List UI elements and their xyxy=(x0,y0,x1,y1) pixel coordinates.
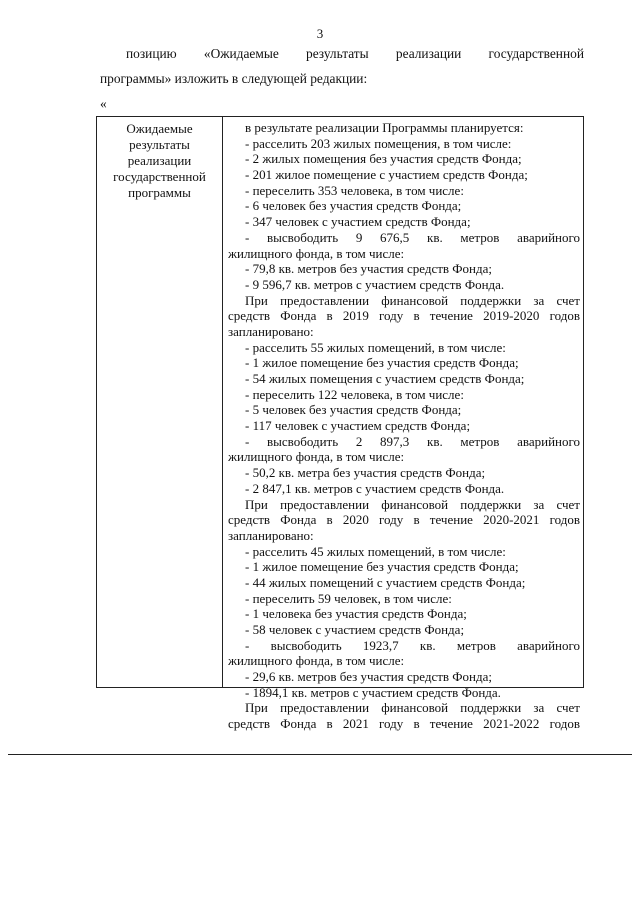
content-line: - расселить 203 жилых помещения, в том числе: xyxy=(245,135,512,151)
content-line: жилищного фонда, в том числе: xyxy=(228,449,405,465)
content-line: - 201 жилое помещение с участием средств Фонда; xyxy=(245,167,528,183)
content-line: - 1894,1 кв. метров с участием средств Фонда. xyxy=(245,684,501,700)
content-line: При предоставлении финансовой поддержки за счет xyxy=(245,292,580,308)
content-line: - 9 596,7 кв. метров с участием средств Фонда. xyxy=(245,276,505,292)
content-line: - переселить 59 человек, в том числе: xyxy=(245,590,452,606)
opening-quote: « xyxy=(100,96,107,111)
row-header-line: государственной xyxy=(113,169,206,184)
content-line: - высвободить 9 676,5 кв. метров аварийного xyxy=(245,229,580,245)
content-line: - расселить 55 жилых помещений, в том числе: xyxy=(245,339,506,355)
content-line: в результате реализации Программы планируется: xyxy=(245,120,524,135)
content-line: жилищного фонда, в том числе: xyxy=(228,245,405,261)
content-line: - 2 жилых помещения без участия средств Фонда; xyxy=(245,151,522,167)
content-line: - 50,2 кв. метра без участия средств Фонда; xyxy=(245,465,486,481)
intro-line-2: программы» изложить в следующей редакции: xyxy=(100,71,368,86)
content-line: - 29,6 кв. метров без участия средств Фонда; xyxy=(245,669,493,685)
content-line: - 2 847,1 кв. метров с участием средств Фонда. xyxy=(245,480,505,496)
content-line: запланировано: xyxy=(228,323,314,339)
row-header-line: результаты xyxy=(129,137,190,152)
content-line: - 79,8 кв. метров без участия средств Фонда; xyxy=(245,261,493,277)
content-line: - 347 человек с участием средств Фонда; xyxy=(245,214,471,230)
content-line: - расселить 45 жилых помещений, в том числе: xyxy=(245,543,506,559)
content-line: - 5 человек без участия средств Фонда; xyxy=(245,402,462,418)
page-number: 3 xyxy=(316,26,324,41)
row-content-cell xyxy=(228,120,580,732)
content-line: - высвободить 1923,7 кв. метров аварийного xyxy=(245,637,580,653)
content-line: средств Фонда в 2020 году в течение 2020-2021 годов xyxy=(228,512,580,528)
content-line: - 1 человека без участия средств Фонда; xyxy=(245,606,467,622)
content-line: При предоставлении финансовой поддержки за счет xyxy=(245,496,580,512)
content-line: - высвободить 2 897,3 кв. метров аварийного xyxy=(245,433,580,449)
content-line: - 54 жилых помещения с участием средств Фонда; xyxy=(245,371,525,386)
content-line: - 44 жилых помещений с участием средств Фонда; xyxy=(245,574,526,590)
row-header-cell xyxy=(97,121,222,201)
content-line: - 117 человек с участием средств Фонда; xyxy=(245,418,471,434)
program-table xyxy=(96,116,584,732)
content-line: средств Фонда в 2019 году в течение 2019-2020 годов xyxy=(228,308,580,324)
content-line: запланировано: xyxy=(228,527,314,543)
row-header-line: Ожидаемые xyxy=(126,121,193,136)
content-line: - 1 жилое помещение без участия средств Фонда; xyxy=(245,559,519,575)
content-line: - 58 человек с участием средств Фонда; xyxy=(245,622,465,637)
content-line: - 1 жилое помещение без участия средств Фонда; xyxy=(245,355,519,371)
column-divider xyxy=(222,117,223,687)
content-line: - переселить 122 человека, в том числе: xyxy=(245,386,464,402)
content-line: средств Фонда в 2021 году в течение 2021-2022 годов xyxy=(228,716,580,732)
footer-rule xyxy=(8,754,632,755)
content-line: - 6 человек без участия средств Фонда; xyxy=(245,198,462,214)
content-line: жилищного фонда, в том числе: xyxy=(228,653,405,669)
intro-line-1: позицию «Ожидаемые результаты реализации государственной xyxy=(126,46,584,61)
content-line: - переселить 353 человека, в том числе: xyxy=(245,182,464,198)
row-header-line: реализации xyxy=(127,153,192,168)
row-header-line: программы xyxy=(128,185,191,200)
content-line: При предоставлении финансовой поддержки за счет xyxy=(245,700,580,716)
